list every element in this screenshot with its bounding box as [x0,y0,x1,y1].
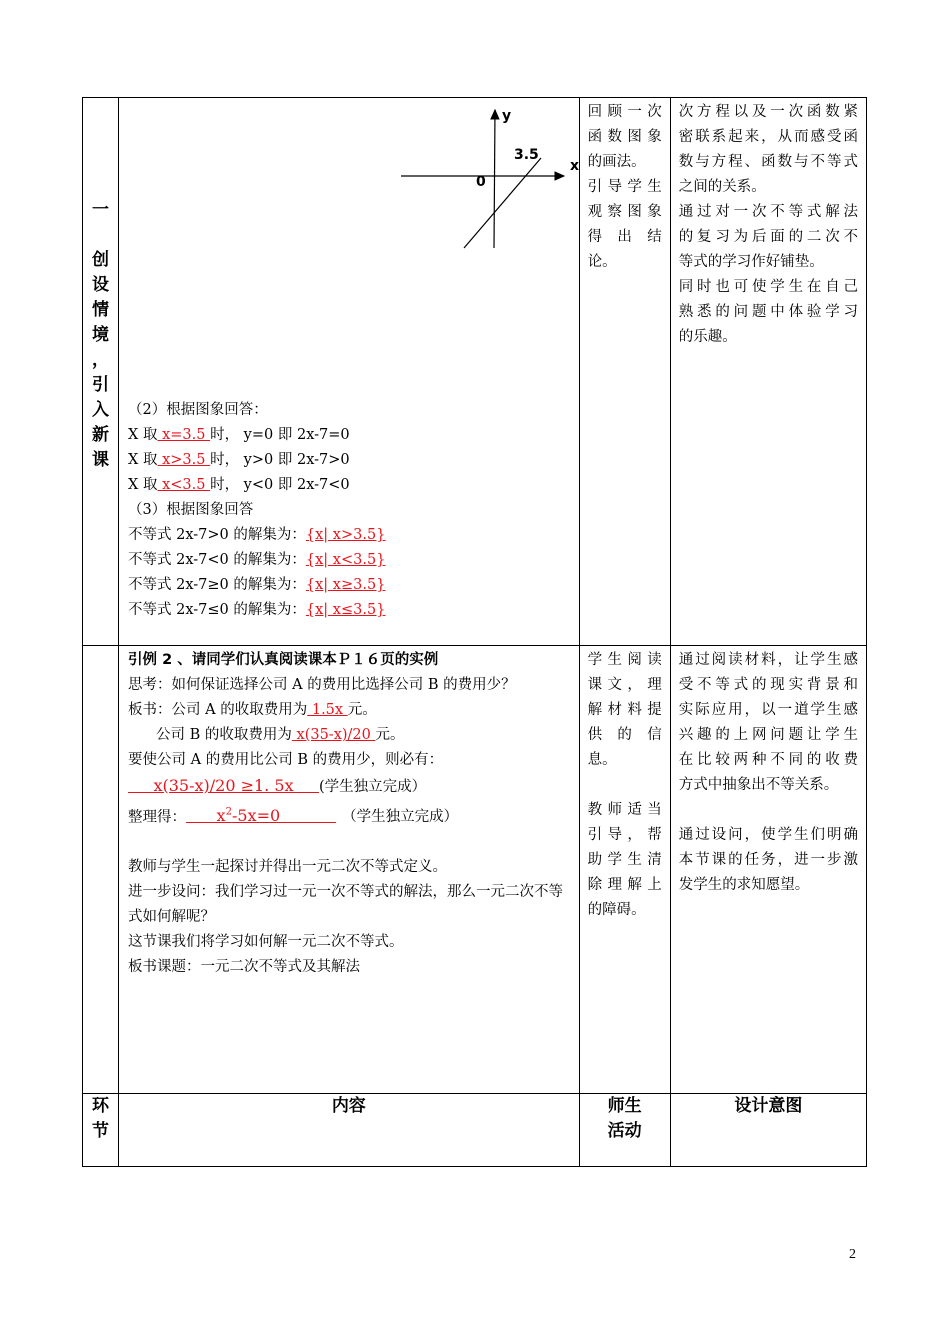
function-graph [119,98,579,398]
stage-cell-empty [83,646,119,1094]
header-text: 活动 [607,1121,642,1141]
require-line: 要使公司 A 的费用比公司 B 的费用少，则必有： [128,752,444,768]
stage-char: 创 [92,250,110,270]
text-line: 数与方程、函数与不等式 [678,154,858,170]
text-line: 的画法。 [587,154,646,170]
text-line: 的障碍。 [587,902,646,918]
content-cell [119,98,580,646]
header-text: 节 [92,1121,110,1141]
q2-suffix: 时， y<0 即 2x-7<0 [210,477,350,493]
q2-prefix: X 取 [128,477,158,493]
q3-title: （3）根据图象回答 [128,502,254,518]
q3-prefix: 不等式 2x-7<0 的解集为： [128,552,306,568]
text-line: 解材料提 [587,702,662,718]
teacher-activity-cell [579,646,670,1094]
text-line: 函数图象 [587,129,662,145]
board-a-suffix: 元。 [347,702,377,718]
example2-title: 引例 2 、请同学们认真阅读课本Ｐ１６页的实例 [128,652,439,668]
header-stage [83,1094,119,1167]
q2-answer: x=3.5 [157,427,211,443]
spacer [588,773,662,798]
q3-answer: {x| x≥3.5} [305,577,386,593]
intercept-label: 3.5 [514,147,539,163]
example2-text [119,646,579,982]
q2-answer: x<3.5 [157,477,211,493]
spacer [679,798,858,823]
q2-prefix: X 取 [128,427,158,443]
q2-row [128,448,571,473]
q2-row [128,423,571,448]
text-line: 之间的关系。 [678,179,766,195]
text-line: 的复习为后面的二次不 [678,229,858,245]
page-number: 2 [849,1247,856,1262]
text-line: 观察图象 [587,204,662,220]
q2-title: （2）根据图象回答： [128,402,268,418]
header-intent [670,1094,866,1167]
text-line: 论。 [587,254,617,270]
q3-row [128,573,571,598]
x-axis-label: x [570,158,580,174]
stage-char: 境 [92,325,110,345]
section2-row [83,646,867,1094]
q3-answer: {x| x>3.5} [305,527,386,543]
text-line: 受不等式的现实背景和 [678,677,858,693]
stage-char: 课 [92,450,110,470]
stage-char: 情 [92,300,110,320]
text-line: 学生阅读 [587,652,662,668]
q2-answer: x>3.5 [157,452,211,468]
text-line: 的乐趣。 [678,329,737,345]
q2-suffix: 时， y>0 即 2x-7>0 [210,452,350,468]
q3-prefix: 不等式 2x-7≤0 的解集为： [128,602,306,618]
teacher-activity-cell [579,98,670,646]
text-line: 息。 [587,752,617,768]
text-line: 课文，理 [587,677,662,693]
lesson-plan-table [82,97,867,1167]
inequality-note: (学生独立完成） [318,779,427,795]
header-text: 师生 [607,1096,642,1116]
board-a-answer: 1.5x [307,702,348,718]
design-intent-text [671,98,866,352]
q2-row [128,473,571,498]
simplify-note: （学生独立完成） [342,809,459,826]
stage-char: ， [92,350,110,370]
q3-answer: {x| x≤3.5} [305,602,386,618]
inequality-answer: x(35-x)/20 ≥1. 5x [128,776,319,795]
simplify-answer-sup: 2 [225,807,232,818]
para3: 这节课我们将学习如何解一元二次不等式。 [128,934,404,951]
q3-row [128,598,571,623]
board-b-line [128,723,571,748]
simplify-prefix: 整理得： [128,809,187,826]
header-text: 环 [92,1096,110,1116]
text-line: 熟悉的问题中体验学习 [678,304,858,320]
text-line: 密联系起来，从而感受函 [678,129,858,145]
design-intent-text [671,646,866,900]
stage-char: 设 [92,275,110,295]
stage-char: 新 [92,425,110,445]
para4: 板书课题：一元二次不等式及其解法 [128,959,361,976]
think-line: 思考：如何保证选择公司 A 的费用比选择公司 B 的费用少？ [128,677,516,693]
text-line: 本节课的任务，进一步激 [678,852,858,868]
graph-svg [119,98,579,398]
text-line: 等式的学习作好铺垫。 [678,254,824,270]
para2: 进一步设问：我们学习过一元一次不等式的解法，那么一元二次不等式如何解呢？ [128,884,564,926]
board-b-answer: x(35-x)/20 [291,727,376,743]
text-line: 通过对一次不等式解法 [678,204,858,220]
stage-char: 入 [92,400,110,420]
text-line: 通过设问，使学生们明确 [678,827,858,843]
teacher-activity-text [580,98,670,277]
stage-char: 一 [92,200,110,220]
q3-row [128,523,571,548]
content-cell [119,646,580,1094]
stage-cell [83,98,119,646]
design-intent-cell [670,646,866,1094]
y-axis-label: y [502,108,512,124]
simplify-answer-post: -5x=0 [231,806,337,826]
stage-char: 引 [92,375,110,395]
simplify-line [128,800,571,830]
origin-label: 0 [476,174,486,190]
header-content [119,1094,580,1167]
text-line: 供 的 信 [587,727,662,743]
header-row [83,1094,867,1167]
teacher-activity-text [580,646,670,925]
text-line: 得 出 结 [587,229,662,245]
text-line: 回顾一次 [587,104,662,120]
board-b-suffix: 元。 [375,727,405,743]
text-line: 实际应用，以一道学生感 [678,702,858,718]
board-a-prefix: 板书：公司 A 的收取费用为 [128,702,308,718]
text-line: 同时也可使学生在自己 [678,279,858,295]
y-axis [494,110,495,248]
text-line: 兴趣的上网问题让学生 [678,727,858,743]
graph-questions [119,398,579,625]
header-activity [579,1094,670,1167]
text-line: 助学生清 [587,852,662,868]
q3-prefix: 不等式 2x-7>0 的解集为： [128,527,306,543]
text-line: 通过阅读材料，让学生感 [678,652,858,668]
q2-suffix: 时， y=0 即 2x-7=0 [210,427,350,443]
text-line: 方式中抽象出不等关系。 [678,777,839,793]
design-intent-cell [670,98,866,646]
q3-answer: {x| x<3.5} [305,552,386,568]
section1-row [83,98,867,646]
text-line: 在比较两种不同的收费 [678,752,858,768]
board-b-prefix: 公司 B 的收取费用为 [156,727,292,743]
function-line [464,158,541,248]
simplify-answer [186,806,336,825]
para1: 教师与学生一起探讨并得出一元二次不等式定义。 [128,859,448,876]
spacer [128,830,571,855]
text-line: 教师适当 [587,802,662,818]
q3-row [128,548,571,573]
text-line: 引导学生 [587,179,662,195]
header-text: 设计意图 [734,1096,803,1116]
stage-char [83,223,118,248]
text-line: 引导，帮 [587,827,662,843]
text-line: 次方程以及一次函数紧 [678,104,858,120]
text-line: 除理解上 [587,877,662,893]
q2-prefix: X 取 [128,452,158,468]
q3-prefix: 不等式 2x-7≥0 的解集为： [128,577,306,593]
inequality-line [128,773,571,800]
text-line: 发学生的求知愿望。 [678,877,810,893]
header-text: 内容 [331,1096,366,1116]
board-a-line [128,698,571,723]
simplify-answer-pre: x [186,806,226,826]
